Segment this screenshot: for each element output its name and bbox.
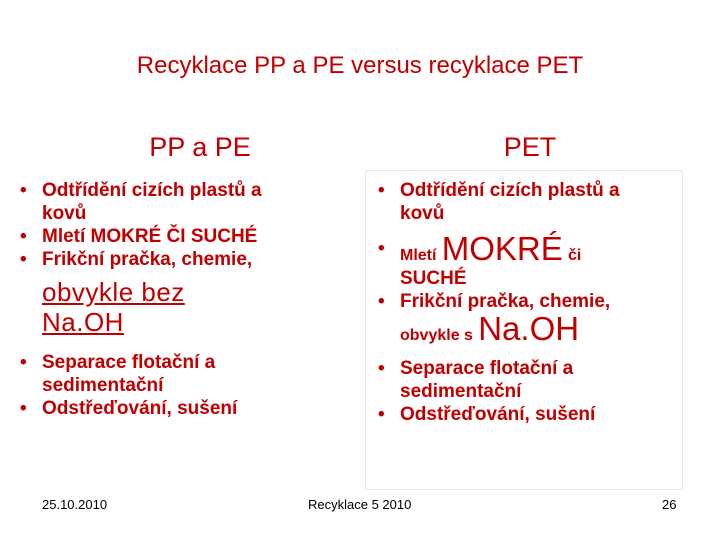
page-number: 26: [662, 497, 677, 512]
list-item: [0, 179, 365, 225]
bullet-text: sedimentační: [400, 381, 522, 402]
left-column-heading: PP a PE: [149, 132, 251, 162]
footer-title: Recyklace 5 2010: [308, 497, 412, 512]
list-item: [0, 248, 365, 271]
list-item: [358, 230, 698, 290]
bullet-text: či: [568, 247, 582, 264]
list-item: [358, 179, 698, 225]
bullet-text: Odtřídění cizích plastů a: [400, 180, 620, 201]
bullet-text: Odstřeďování, sušení: [400, 404, 596, 425]
slide-title: Recyklace PP a PE versus recyklace PET: [136, 52, 584, 79]
list-item-continuation: [358, 310, 698, 347]
list-item: [0, 397, 365, 420]
bullet-text: Mletí MOKRÉ ČI SUCHÉ: [42, 226, 258, 247]
footer-date: 25.10.2010: [42, 497, 108, 512]
bullet-text: Frikční pračka, chemie,: [400, 291, 611, 312]
bullet-text: kovů: [400, 203, 445, 224]
bullet-text: kovů: [42, 203, 87, 224]
emphasis-text: obvykle bez: [42, 277, 185, 307]
bullet-text: Frikční pračka, chemie,: [42, 249, 253, 270]
right-column-heading: PET: [503, 132, 557, 162]
emphasis-text: MOKRÉ: [441, 230, 563, 267]
right-bullet-list: [358, 179, 698, 426]
emphasis-text: Na.OH: [42, 307, 124, 337]
list-item-continuation: [0, 277, 365, 337]
list-item: [0, 225, 365, 248]
emphasis-text: Na.OH: [478, 310, 580, 347]
bullet-text: Odstřeďování, sušení: [42, 398, 238, 419]
bullet-text: Mletí: [400, 247, 437, 264]
left-bullet-list: [0, 179, 365, 420]
bullet-text: Separace flotační a: [42, 352, 216, 373]
bullet-text: sedimentační: [42, 375, 164, 396]
list-item: [358, 403, 698, 426]
list-item: [0, 351, 365, 397]
bullet-text: Odtřídění cizích plastů a: [42, 180, 262, 201]
bullet-text: obvykle s: [400, 327, 473, 344]
bullet-text: SUCHÉ: [400, 268, 467, 289]
bullet-text: Separace flotační a: [400, 358, 574, 379]
list-item: [358, 357, 698, 403]
